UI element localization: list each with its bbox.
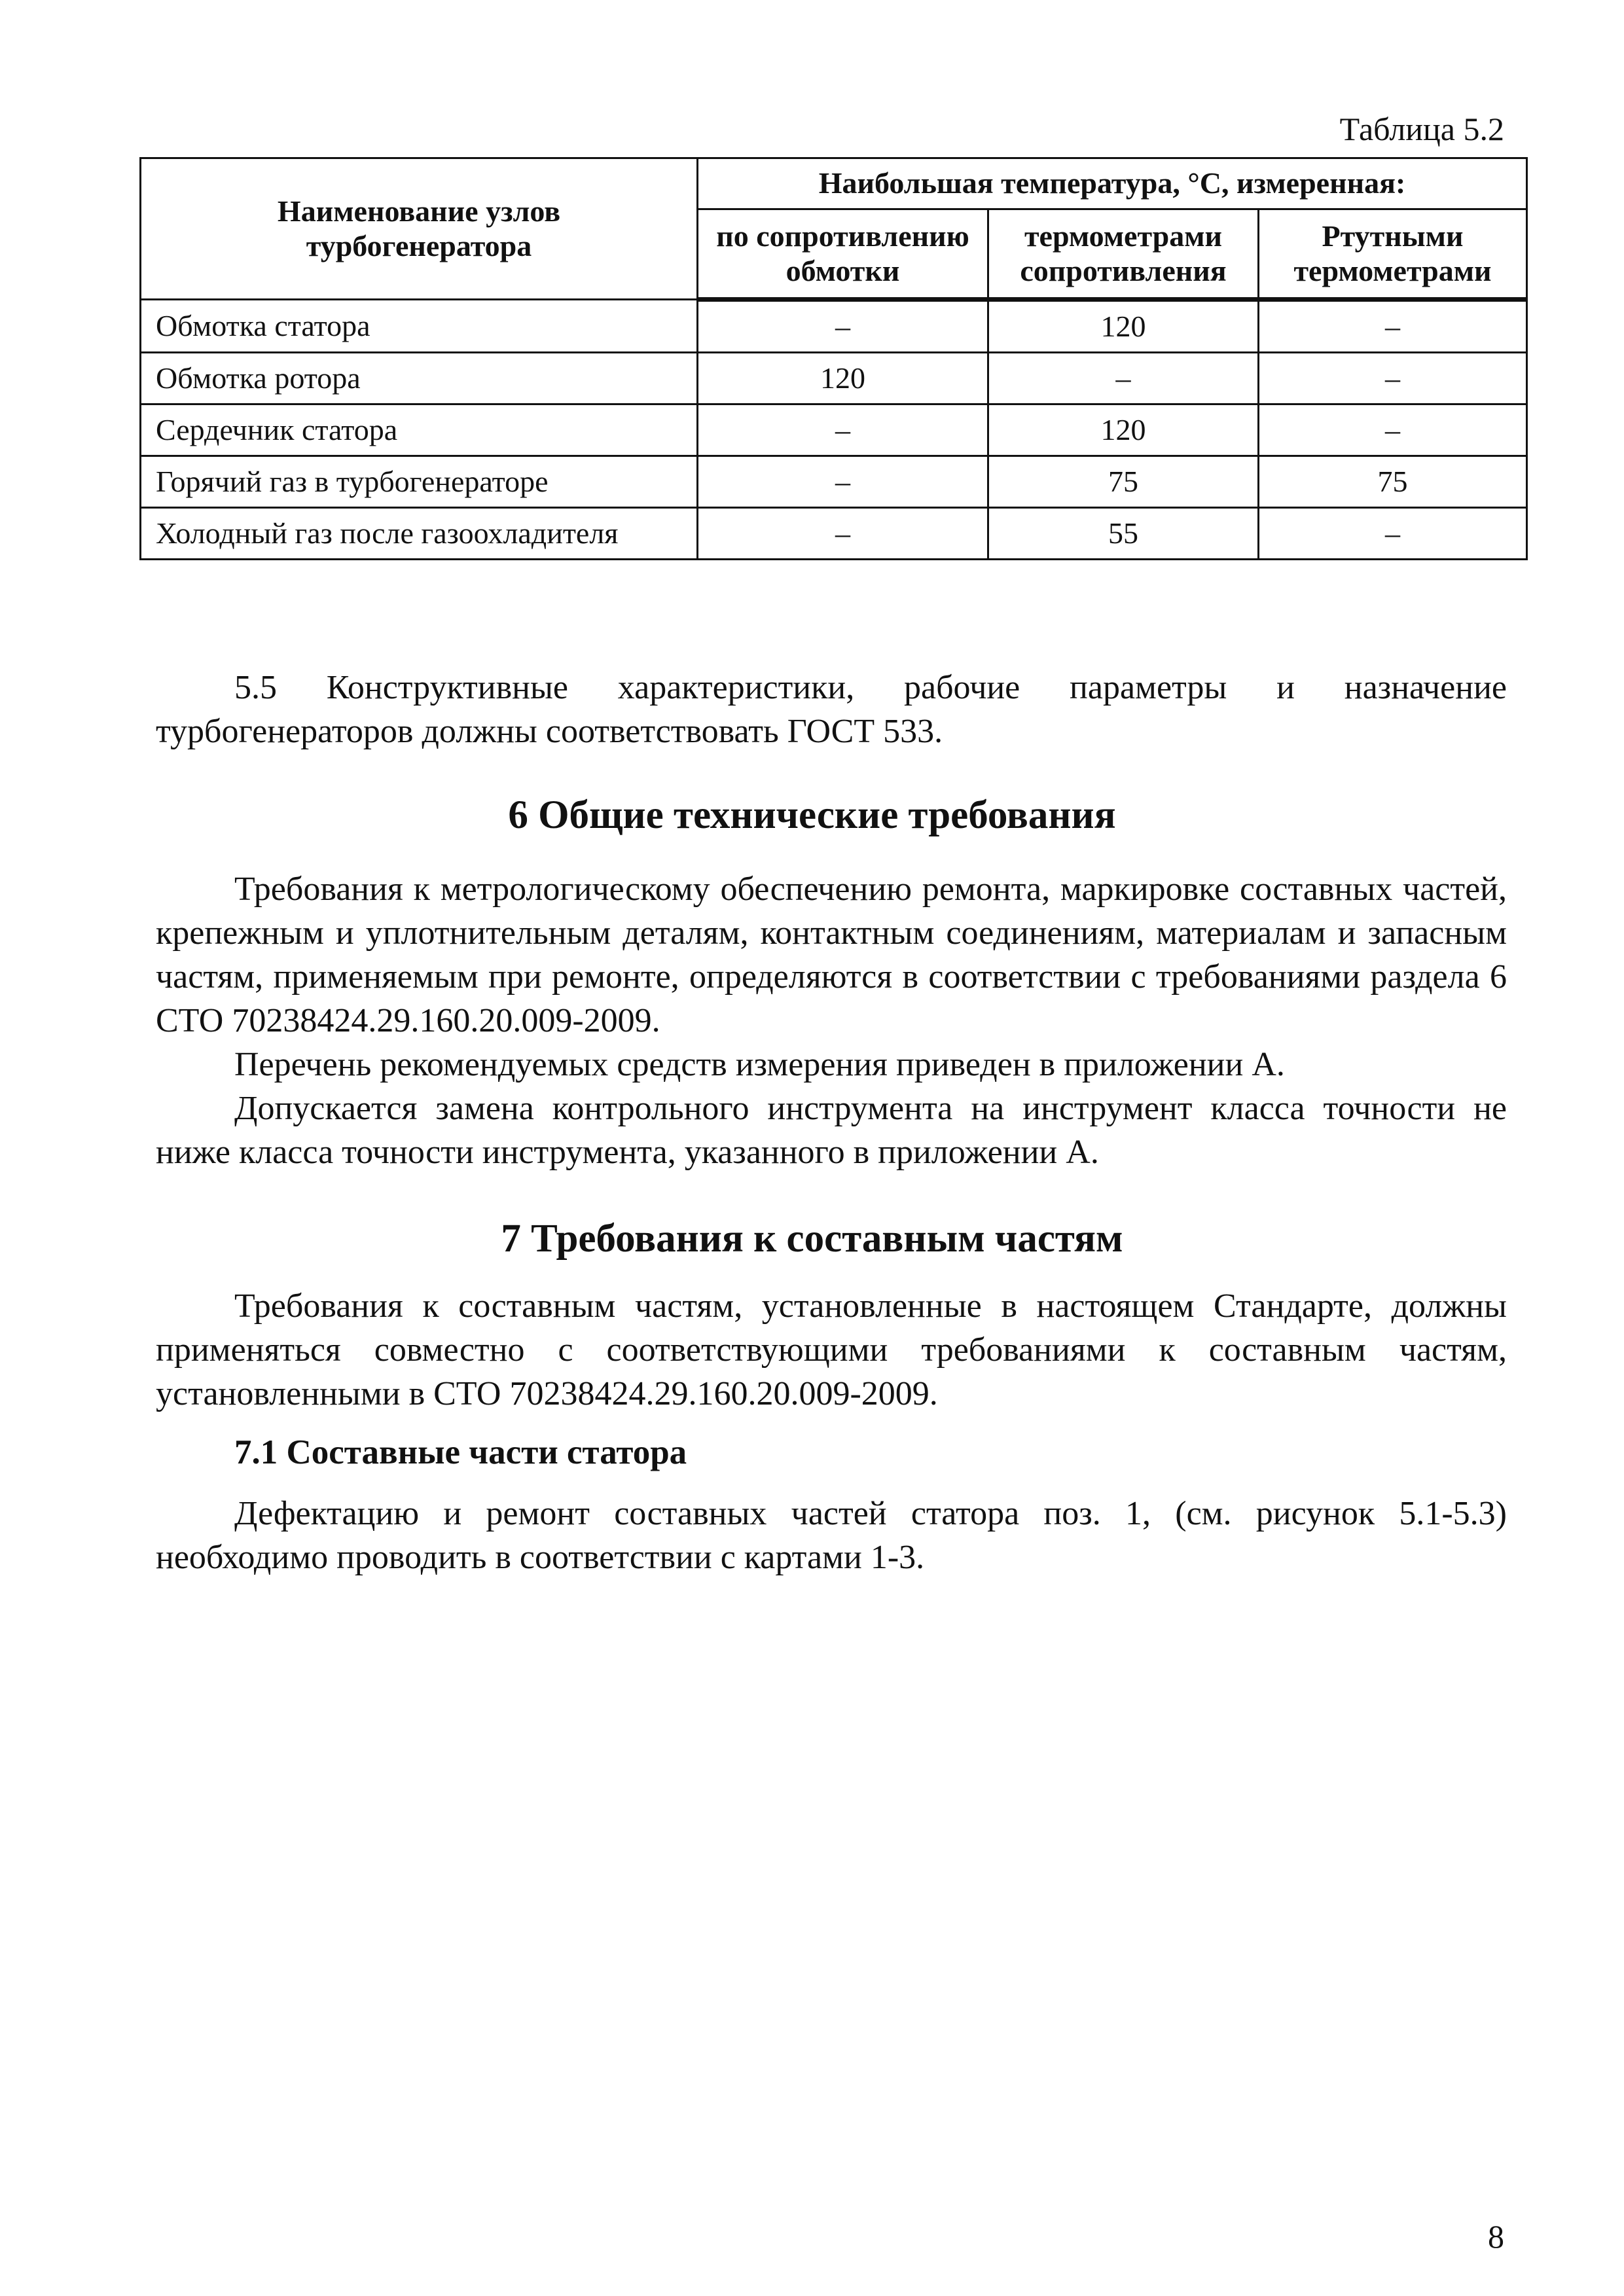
paragraph-6-instruments-list: Перечень рекомендуемых средств измерения приведен в приложении А. (234, 1046, 1285, 1083)
row-value-cell: 120 (988, 404, 1259, 456)
table-row (141, 456, 1527, 508)
header-winding-resistance: по сопротивлению обмотки (698, 209, 988, 300)
paragraph-5-5: 5.5 Конструктивные характеристики, рабочие параметры и назначение турбогенераторов должны соответствовать ГОСТ 533. (156, 669, 1507, 750)
row-value-cell: – (1259, 508, 1527, 560)
table-row (141, 508, 1527, 560)
row-value-cell: 75 (1259, 456, 1527, 508)
paragraph-7-1-stator: Дефектацию и ремонт составных частей статора поз. 1, (см. рисунок 5.1-5.3) необходимо проводить в соответствии с картами 1-3. (156, 1495, 1507, 1576)
paragraph-6-requirements: Требования к метрологическому обеспечению ремонта, маркировке составных частей, крепежным и уплотнительным деталям, контактным соединениям, материалам и запасным частям, применяемым при ремонте, определяются в соответствии с требованиями раздела 6 СТО 70238424.29.160.20.009-2009. (156, 870, 1507, 1039)
row-name-cell: Холодный газ после газоохладителя (141, 508, 698, 560)
paragraph-7-requirements: Требования к составным частям, установленные в настоящем Стандарте, должны применяться совместно с соответствующими требованиями к составным частям, установленными в СТО 70238424.29.160.20.009-2009. (156, 1287, 1507, 1412)
row-name-cell: Обмотка ротора (141, 353, 698, 404)
header-mercury-thermometers: Ртутными термометрами (1259, 209, 1527, 300)
row-value-cell: – (1259, 300, 1527, 353)
header-group-title: Наибольшая температура, °С, измеренная: (698, 158, 1527, 209)
temperature-table (139, 157, 1528, 560)
paragraph-6-instrument-replacement: Допускается замена контрольного инструмента на инструмент класса точности не ниже класса точности инструмента, указанного в приложении А. (156, 1090, 1507, 1171)
row-value-cell: 75 (988, 456, 1259, 508)
row-value-cell: 120 (698, 353, 988, 404)
header-name-column: Наименование узлов турбогенератора (141, 158, 698, 300)
table-row (141, 404, 1527, 456)
row-value-cell: – (698, 456, 988, 508)
page-number: 8 (1488, 2218, 1504, 2255)
subsection-7-1-heading: 7.1 Составные части статора (234, 1433, 687, 1471)
table-header-row (141, 158, 1527, 209)
row-name-cell: Обмотка статора (141, 300, 698, 353)
row-value-cell: – (988, 353, 1259, 404)
table-caption: Таблица 5.2 (1339, 111, 1504, 147)
row-value-cell: – (1259, 404, 1527, 456)
row-value-cell: – (698, 300, 988, 353)
section-6-heading: 6 Общие технические требования (508, 793, 1116, 837)
table-row (141, 300, 1527, 353)
row-value-cell: 120 (988, 300, 1259, 353)
header-resistance-thermometers: термометрами сопротивления (988, 209, 1259, 300)
row-value-cell: – (698, 404, 988, 456)
row-name-cell: Горячий газ в турбогенераторе (141, 456, 698, 508)
row-value-cell: – (698, 508, 988, 560)
section-7-heading: 7 Требования к составным частям (501, 1217, 1123, 1261)
row-value-cell: 55 (988, 508, 1259, 560)
row-value-cell: – (1259, 353, 1527, 404)
row-name-cell: Сердечник статора (141, 404, 698, 456)
table-row (141, 353, 1527, 404)
